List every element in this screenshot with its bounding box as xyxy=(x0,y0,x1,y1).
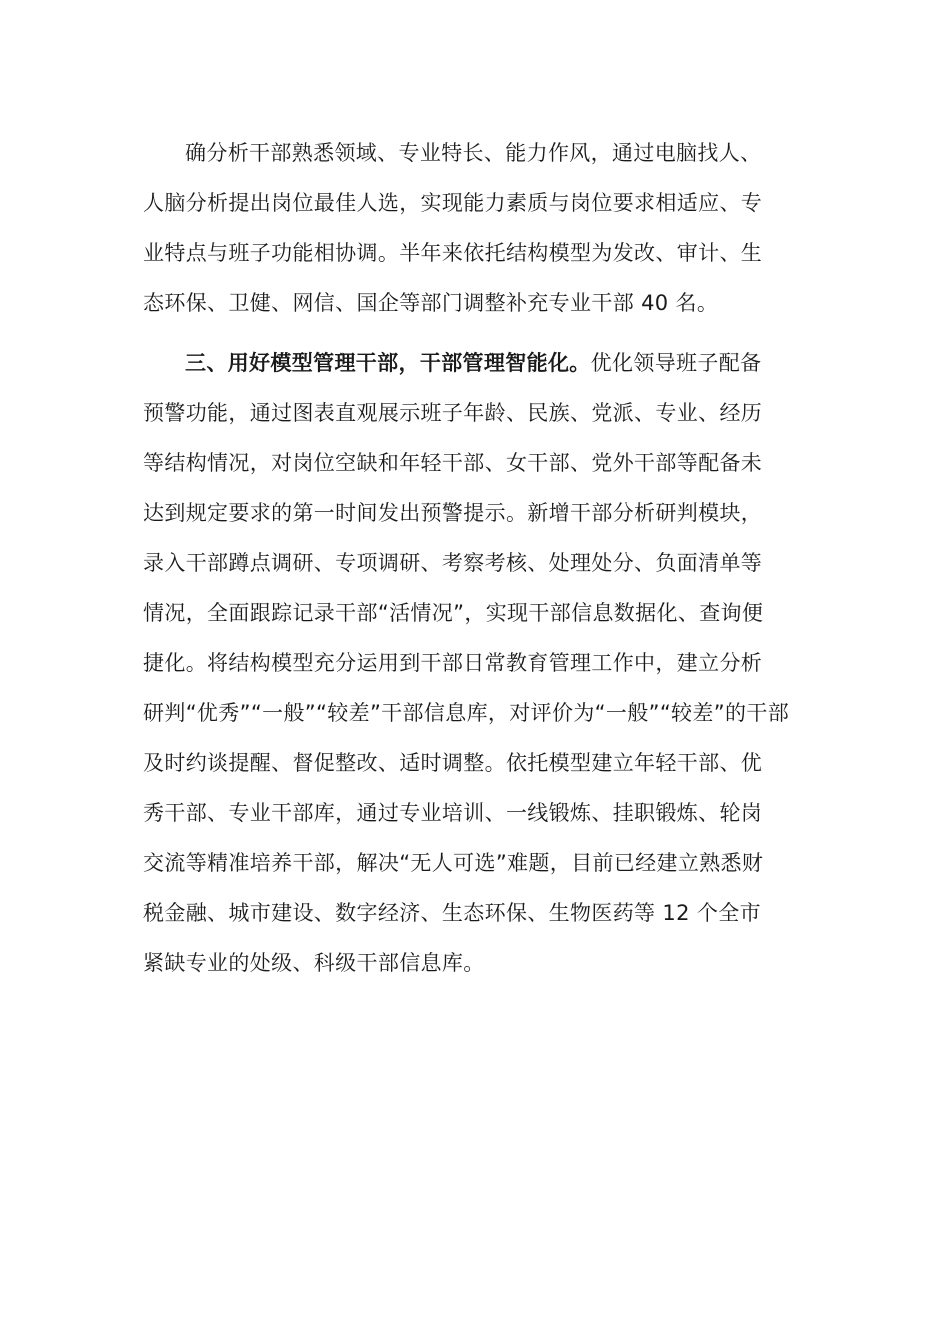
heading-continuation: 优化领导班子配备 xyxy=(590,351,762,375)
paragraph-gap xyxy=(143,328,809,338)
paragraph-line: 人脑分析提出岗位最佳人选，实现能力素质与岗位要求相适应、专 xyxy=(143,191,763,215)
paragraph-line: 录入干部蹲点调研、专项调研、考察考核、处理处分、负面清单等 xyxy=(143,551,763,575)
paragraph-line: 达到规定要求的第一时间发出预警提示。新增干部分析研判模块， xyxy=(143,501,763,525)
paragraph-line: 等结构情况，对岗位空缺和年轻干部、女干部、党外干部等配备未 xyxy=(143,451,763,475)
paragraph-line: 业特点与班子功能相协调。半年来依托结构模型为发改、审计、生 xyxy=(143,241,763,265)
paragraph-2 xyxy=(143,338,809,988)
paragraph-line: 确分析干部熟悉领域、专业特长、能力作风，通过电脑找人、 xyxy=(185,141,762,165)
body-text xyxy=(143,128,809,988)
paragraph-line: 研判“优秀”“一般”“较差”干部信息库，对评价为“一般”“较差”的干部 xyxy=(143,701,790,725)
section-heading: 三、用好模型管理干部，干部管理智能化。 xyxy=(185,351,591,375)
paragraph-1 xyxy=(143,128,809,328)
paragraph-line: 及时约谈提醒、督促整改、适时调整。依托模型建立年轻干部、优 xyxy=(143,751,763,775)
paragraph-line: 情况，全面跟踪记录干部“活情况”，实现干部信息数据化、查询便 xyxy=(143,601,764,625)
paragraph-line: 捷化。将结构模型充分运用到干部日常教育管理工作中，建立分析 xyxy=(143,651,763,675)
paragraph-line: 紧缺专业的处级、科级干部信息库。 xyxy=(143,951,485,975)
paragraph-line: 态环保、卫健、网信、国企等部门调整补充专业干部 40 名。 xyxy=(143,291,719,315)
paragraph-line: 交流等精准培养干部，解决“无人可选”难题，目前已经建立熟悉财 xyxy=(143,851,764,875)
paragraph-line: 预警功能，通过图表直观展示班子年龄、民族、党派、专业、经历 xyxy=(143,401,763,425)
paragraph-line: 税金融、城市建设、数字经济、生态环保、生物医药等 12 个全市 xyxy=(143,901,761,925)
paragraph-line: 秀干部、专业干部库，通过专业培训、一线锻炼、挂职锻炼、轮岗 xyxy=(143,801,763,825)
paragraph-first-line xyxy=(143,338,809,388)
